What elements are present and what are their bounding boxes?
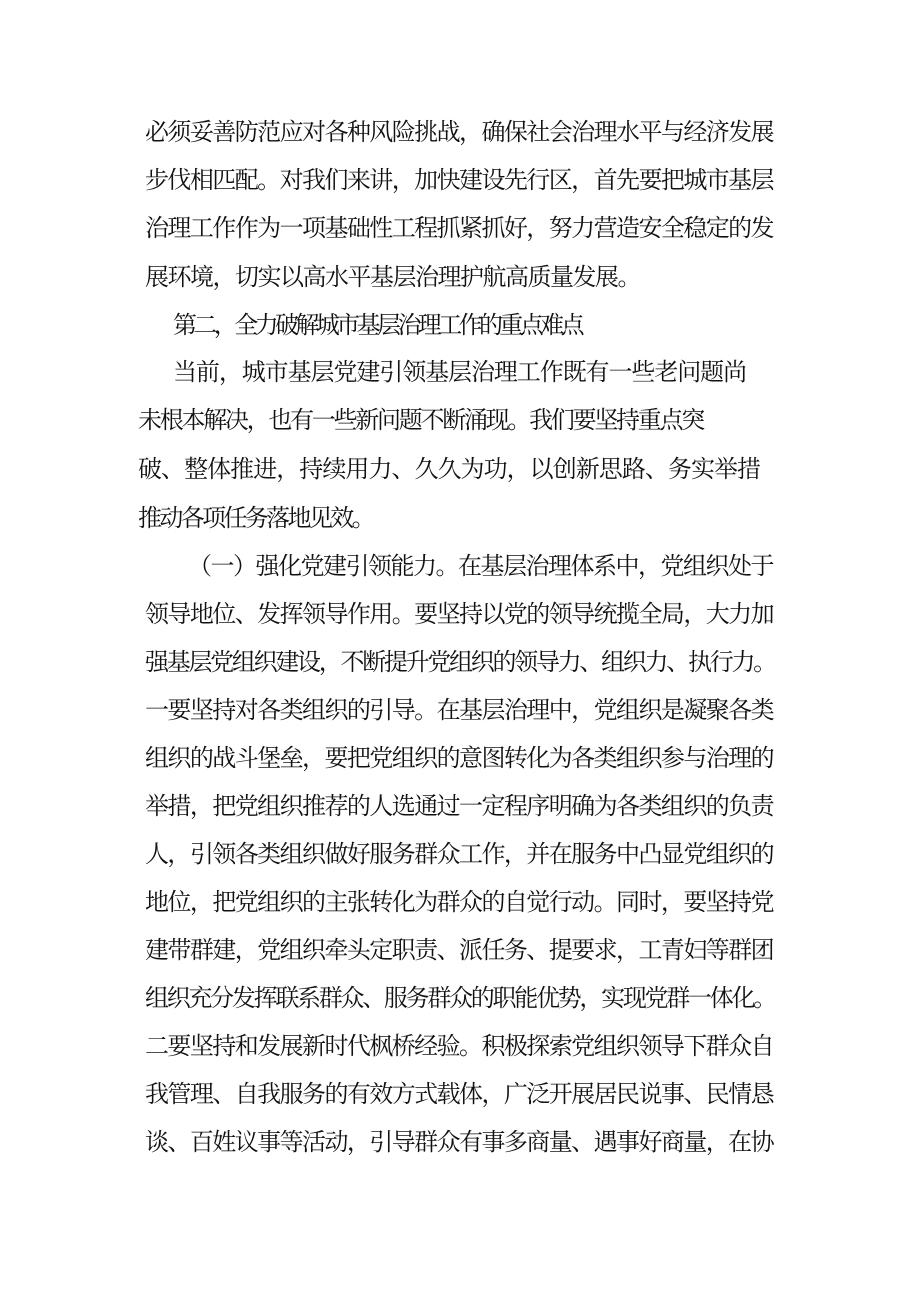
subsection-heading: （一）强化党建引领能力。在基层治理体系中，党组织处于 [188,552,773,580]
body-text-line: 破、整体推进，持续用力、久久为功，以创新思路、务实举措 [138,455,761,483]
body-text-line: 未根本解决，也有一些新问题不断涌现。我们要坚持重点突 [138,406,703,434]
body-text-line: 步伐相匹配。对我们来讲，加快建设先行区，首先要把城市基层 [145,166,774,194]
body-text-line: 治理工作作为一项基础性工程抓紧抓好，努力营造安全稳定的发 [145,214,774,242]
body-text-line: 举措，把党组织推荐的人选通过一定程序明确为各类组织的负责 [145,792,774,820]
body-text-line: 一要坚持对各类组织的引导。在基层治理中，党组织是凝聚各类 [145,696,774,724]
body-text-line: 地位，把党组织的主张转化为群众的自觉行动。同时，要坚持党 [145,888,774,916]
body-text-line: 展环境，切实以高水平基层治理护航高质量发展。 [145,263,640,291]
body-text-line: 组织的战斗堡垒，要把党组织的意图转化为各类组织参与治理的 [145,744,774,772]
section-heading: 第二，全力破解城市基层治理工作的重点难点 [173,311,581,339]
body-text-line: 人，引领各类组织做好服务群众工作，并在服务中凸显党组织的 [145,840,774,868]
body-text-line: 二要坚持和发展新时代枫桥经验。积极探索党组织领导下群众自 [145,1032,774,1060]
body-text-line: 必须妥善防范应对各种风险挑战，确保社会治理水平与经济发展 [145,118,774,146]
body-text-line: 推动各项任务落地见效。 [138,504,373,532]
body-text-line: 强基层党组织建设，不断提升党组织的领导力、组织力、执行力。 [145,648,775,676]
body-text-line: 组织充分发挥联系群众、服务群众的职能优势，实现党群一体化。 [145,984,775,1012]
body-text-line: 建带群建，党组织牵头定职责、派任务、提要求，工青妇等群团 [145,936,774,964]
body-text-line: 谈、百姓议事等活动，引导群众有事多商量、遇事好商量，在协 [145,1128,774,1156]
body-text-line: 当前，城市基层党建引领基层治理工作既有一些老问题尚 [173,358,746,386]
body-text-line: 我管理、自我服务的有效方式载体，广泛开展居民说事、民情恳 [145,1080,774,1108]
body-text-line: 领导地位、发挥领导作用。要坚持以党的领导统揽全局，大力加 [145,600,774,628]
